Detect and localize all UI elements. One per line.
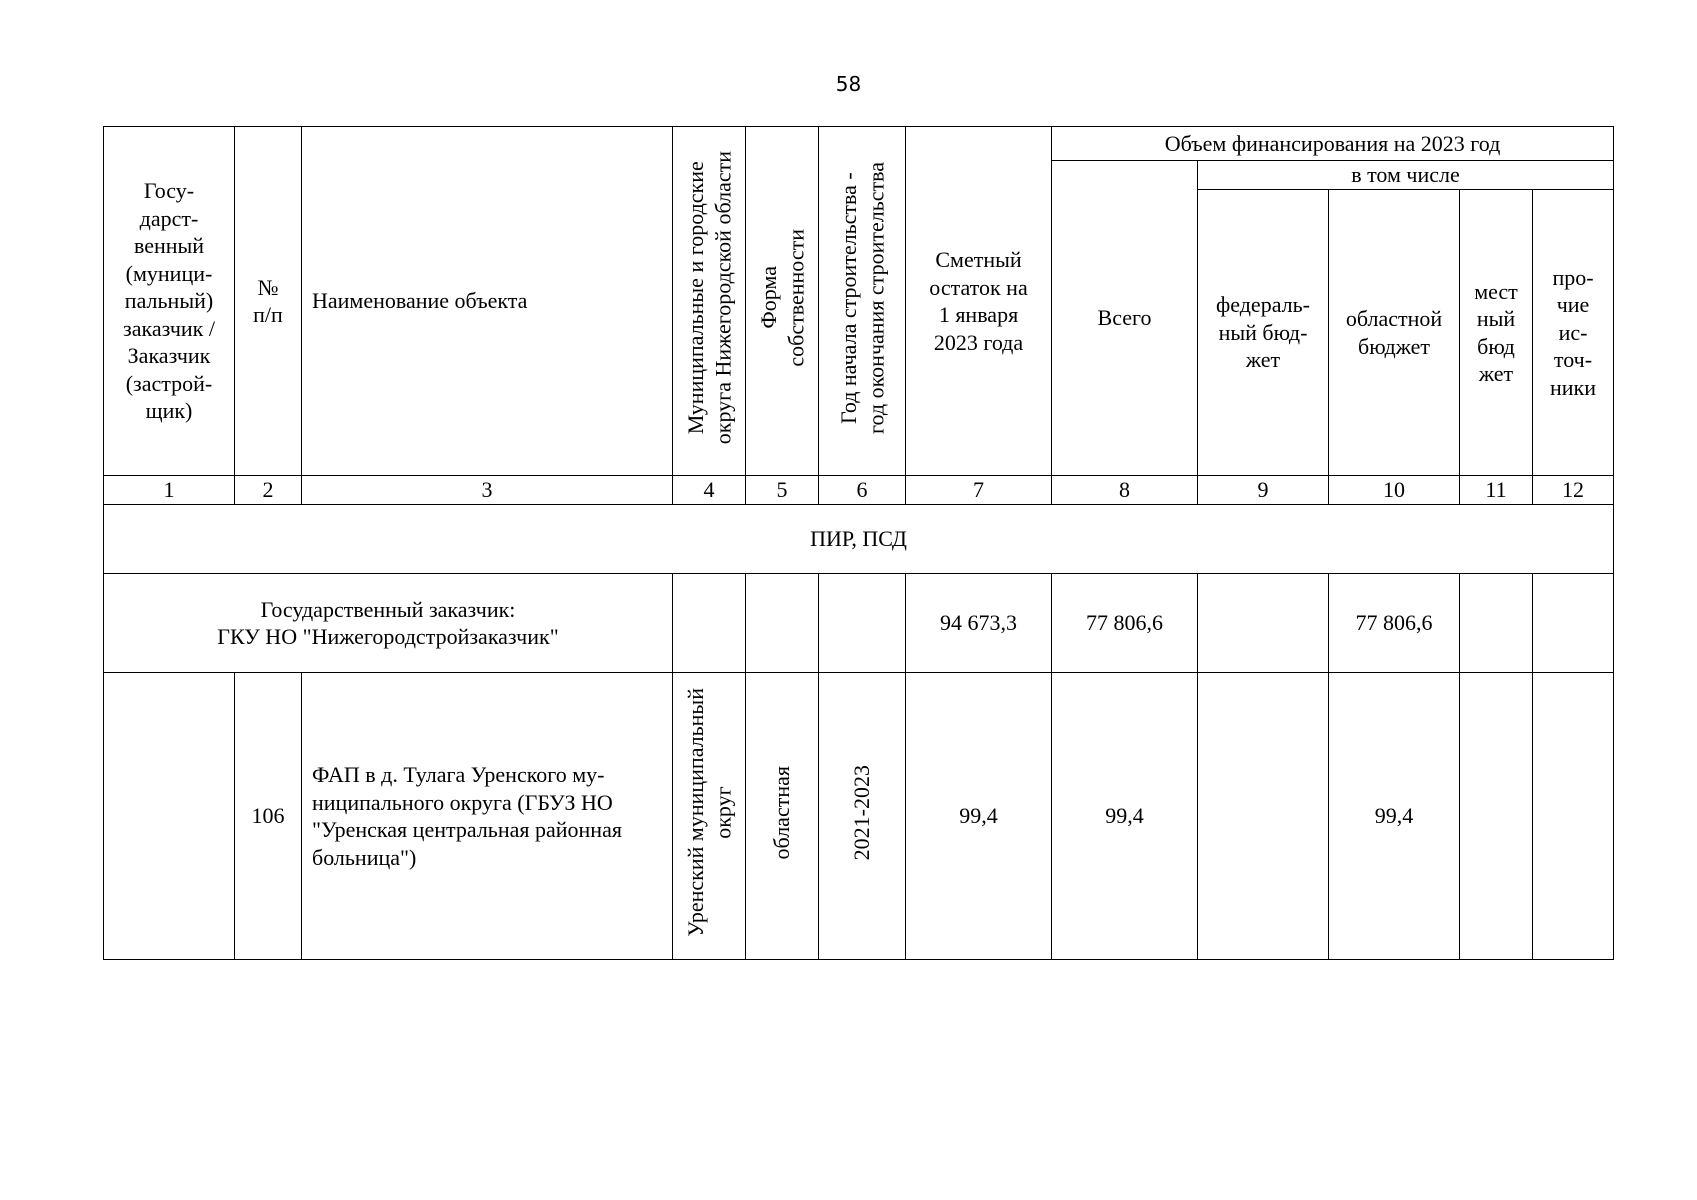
object-number: 106 [235,673,302,960]
object-municipality-text: Уренский муниципальный округ [682,688,735,938]
object-customer [104,673,235,960]
column-number: 3 [302,476,673,505]
customer-ownership [746,574,819,673]
header-years-text: Год начала строительства - год окончания строительства [835,161,888,434]
page-number: 58 [835,72,862,96]
header-ownership-text: Форма собственности [755,228,808,367]
column-numbers-row [104,476,1614,505]
column-number: 12 [1533,476,1614,505]
column-number: 9 [1198,476,1329,505]
header-years [819,127,906,476]
header-municipality [673,127,746,476]
object-regional: 99,4 [1329,673,1460,960]
header-other: про- чие ис- точ- ники [1533,190,1614,476]
header-regional: областной бюджет [1329,190,1460,476]
object-other [1533,673,1614,960]
header-estimate-balance: Сметный остаток на 1 января 2023 года [906,127,1052,476]
object-federal [1198,673,1329,960]
column-number: 10 [1329,476,1460,505]
object-ownership [746,673,819,960]
customer-other [1533,574,1614,673]
customer-federal [1198,574,1329,673]
column-number: 6 [819,476,906,505]
customer-estimate-balance: 94 673,3 [906,574,1052,673]
customer-name: Государственный заказчик: ГКУ НО "Нижегородстройзаказчик" [104,574,673,673]
header-including: в том числе [1198,161,1614,190]
header-object-name: Наименование объекта [302,127,673,476]
column-number: 1 [104,476,235,505]
object-ownership-text: областная [769,766,795,860]
section-title: ПИР, ПСД [104,505,1614,574]
customer-municipality [673,574,746,673]
object-years-text: 2021-2023 [849,765,875,861]
object-years [819,673,906,960]
header-federal: федераль- ный бюд- жет [1198,190,1329,476]
customer-years [819,574,906,673]
column-number: 11 [1460,476,1533,505]
header-funding-group: Объем финансирования на 2023 год [1052,127,1614,161]
header-number: № п/п [235,127,302,476]
column-number: 4 [673,476,746,505]
object-total: 99,4 [1052,673,1198,960]
column-number: 5 [746,476,819,505]
customer-total: 77 806,6 [1052,574,1198,673]
object-municipality [673,673,746,960]
header-customer: Госу- дарст- венный (муници- пальный) заказчик / Заказчик (застрой- щик) [104,127,235,476]
object-name: ФАП в д. Тулага Уренского му- ниципального округа (ГБУЗ НО "Уренская центральная районная больница") [302,673,673,960]
object-local [1460,673,1533,960]
object-row [104,673,1614,960]
financing-table [103,126,1614,960]
header-ownership [746,127,819,476]
header-local: мест ный бюд жет [1460,190,1533,476]
column-number: 8 [1052,476,1198,505]
header-total: Всего [1052,161,1198,476]
column-number: 2 [235,476,302,505]
column-number: 7 [906,476,1052,505]
customer-row [104,574,1614,673]
customer-local [1460,574,1533,673]
customer-regional: 77 806,6 [1329,574,1460,673]
header-municipality-text: Муниципальные и городские округа Нижегородской области [682,151,735,445]
object-estimate-balance: 99,4 [906,673,1052,960]
